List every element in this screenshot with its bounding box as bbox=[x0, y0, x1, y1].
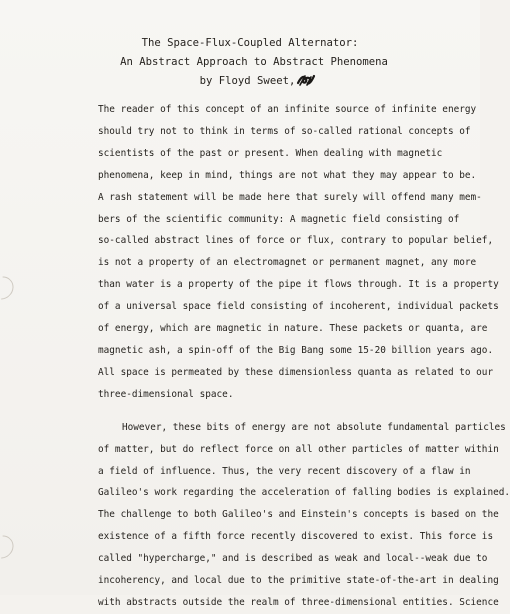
binder-hole-mark bbox=[0, 272, 18, 305]
text-line: incoherency, and local due to the primitive state-of-the-art in dealing bbox=[98, 575, 499, 587]
document-body bbox=[98, 99, 510, 614]
text-line: called "hypercharge," and is described as weak and local--weak due to bbox=[98, 553, 488, 565]
text-line: Galileo's work regarding the acceleration of falling bodies is explained. bbox=[98, 487, 510, 499]
text-line: of a universal space field consisting of incoherent, individual packets bbox=[98, 301, 499, 313]
text-line: phenomena, keep in mind, things are not what they may appear to be. bbox=[98, 169, 477, 181]
text-line: bers of the scientific community: A magnetic field consisting of bbox=[98, 213, 460, 225]
binder-hole-mark bbox=[0, 531, 18, 564]
text-line: with abstracts outside the realm of three-dimensional entities. Science bbox=[98, 596, 499, 608]
text-line: is not a property of an electromagnet or permanent magnet, any more bbox=[98, 257, 477, 269]
paragraph-2 bbox=[98, 417, 510, 614]
author-name: by Floyd Sweet, bbox=[199, 75, 296, 87]
document-header bbox=[0, 34, 480, 91]
text-line: so-called abstract lines of force or flux, contrary to popular belief, bbox=[98, 235, 494, 247]
text-line: magnetic ash, a spin-off of the Big Bang some 15-20 billion years ago. bbox=[98, 344, 494, 356]
text-line: a field of influence. Thus, the very recent discovery of a flaw in bbox=[98, 465, 471, 477]
document-subtitle: An Abstract Approach to Abstract Phenomena bbox=[120, 56, 388, 68]
text-line: should try not to think in terms of so-called rational concepts of bbox=[98, 125, 471, 137]
document-title: The Space-Flux-Coupled Alternator: bbox=[141, 37, 359, 49]
text-line: existence of a fifth force recently discovered to exist. This force is bbox=[98, 531, 494, 543]
text-line: However, these bits of energy are not absolute fundamental particles bbox=[122, 421, 506, 433]
handwritten-signature-icon bbox=[296, 72, 316, 88]
text-line: scientists of the past or present. When dealing with magnetic bbox=[98, 147, 443, 159]
author-line bbox=[0, 72, 480, 91]
text-line: of matter, but do reflect force on all other particles of matter within bbox=[98, 443, 499, 455]
text-line: A rash statement will be made here that surely will offend many mem- bbox=[98, 191, 482, 203]
paragraph-1 bbox=[98, 99, 499, 406]
text-line: three-dimensional space. bbox=[98, 388, 234, 400]
text-line: All space is permeated by these dimensionless quanta as related to our bbox=[98, 366, 494, 378]
text-line: The reader of this concept of an infinite source of infinite energy bbox=[98, 104, 477, 115]
text-line: The challenge to both Galileo's and Einstein's concepts is based on the bbox=[98, 509, 499, 521]
text-line: of energy, which are magnetic in nature. These packets or quanta, are bbox=[98, 323, 488, 335]
paragraph-gap bbox=[98, 406, 448, 417]
text-line: than water is a property of the pipe it flows through. It is a property bbox=[98, 279, 499, 291]
